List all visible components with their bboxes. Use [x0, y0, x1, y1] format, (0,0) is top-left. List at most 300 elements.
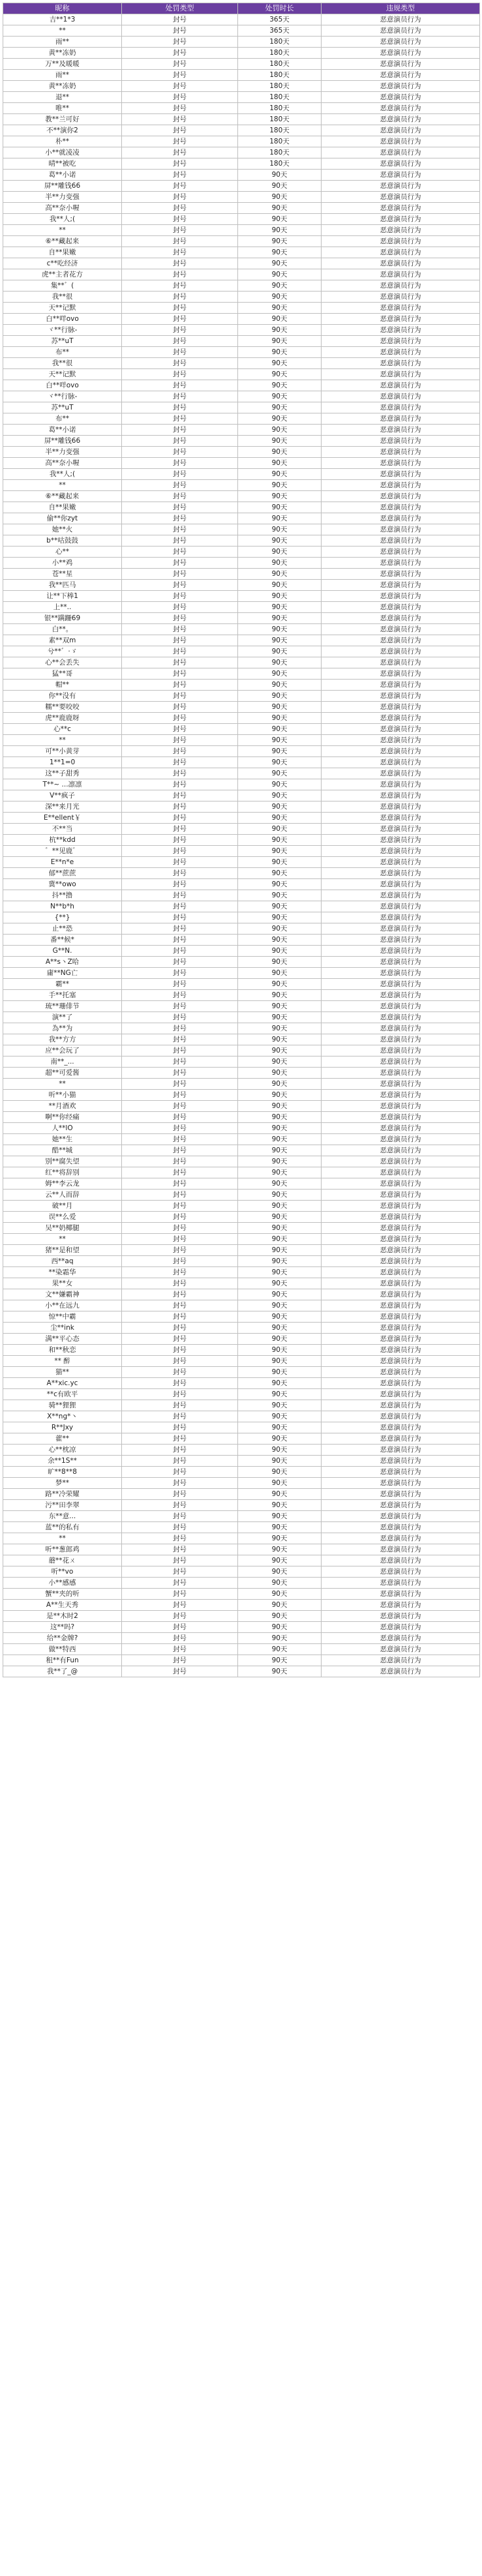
- cell-penalty-type: 封号: [122, 1489, 238, 1500]
- cell-nickname: 姆**李云龙: [3, 1178, 122, 1190]
- cell-penalty-duration: 90天: [238, 1234, 322, 1245]
- cell-penalty-duration: 90天: [238, 280, 322, 292]
- cell-nickname: 苏**uT: [3, 402, 122, 413]
- cell-nickname: 葛**小诺: [3, 170, 122, 181]
- cell-nickname: 应**会玩了: [3, 1045, 122, 1056]
- cell-violation-type: 恶意演员行为: [322, 1389, 480, 1400]
- cell-nickname: **月酒欢: [3, 1101, 122, 1112]
- cell-violation-type: 恶意演员行为: [322, 524, 480, 535]
- cell-penalty-duration: 90天: [238, 713, 322, 724]
- cell-penalty-duration: 90天: [238, 680, 322, 691]
- cell-nickname: ⑥**藏起来: [3, 491, 122, 502]
- cell-penalty-type: 封号: [122, 158, 238, 170]
- cell-penalty-duration: 90天: [238, 890, 322, 901]
- cell-penalty-duration: 90天: [238, 1123, 322, 1134]
- cell-violation-type: 恶意演员行为: [322, 879, 480, 890]
- table-row: [3, 1012, 480, 1023]
- cell-violation-type: 恶意演员行为: [322, 746, 480, 757]
- cell-violation-type: 恶意演员行为: [322, 236, 480, 247]
- cell-nickname: A**xic.yc: [3, 1378, 122, 1389]
- table-row: [3, 1178, 480, 1190]
- cell-nickname: 黄**冻奶: [3, 81, 122, 92]
- cell-violation-type: 恶意演员行为: [322, 103, 480, 114]
- cell-violation-type: 恶意演员行为: [322, 203, 480, 214]
- table-row: [3, 491, 480, 502]
- cell-penalty-duration: 180天: [238, 81, 322, 92]
- cell-violation-type: 恶意演员行为: [322, 280, 480, 292]
- cell-penalty-type: 封号: [122, 1223, 238, 1234]
- cell-penalty-type: 封号: [122, 724, 238, 735]
- cell-penalty-type: 封号: [122, 1112, 238, 1123]
- cell-penalty-type: 封号: [122, 1589, 238, 1600]
- cell-penalty-duration: 90天: [238, 1611, 322, 1622]
- cell-penalty-duration: 90天: [238, 591, 322, 602]
- cell-violation-type: 恶意演员行为: [322, 1467, 480, 1478]
- table-row: [3, 768, 480, 779]
- table-row: [3, 258, 480, 269]
- cell-nickname: 晴**被吃: [3, 158, 122, 170]
- cell-penalty-type: 封号: [122, 1367, 238, 1378]
- cell-nickname: 旷**8**8: [3, 1467, 122, 1478]
- table-row: [3, 1267, 480, 1278]
- cell-violation-type: 恶意演员行为: [322, 580, 480, 591]
- cell-penalty-duration: 90天: [238, 1411, 322, 1422]
- table-row: [3, 1433, 480, 1445]
- cell-nickname: ** 醉: [3, 1356, 122, 1367]
- cell-penalty-type: 封号: [122, 325, 238, 336]
- cell-nickname: 听**vo: [3, 1566, 122, 1578]
- cell-violation-type: 恶意演员行为: [322, 857, 480, 868]
- cell-penalty-type: 封号: [122, 1023, 238, 1034]
- cell-violation-type: 恶意演员行为: [322, 1655, 480, 1666]
- cell-violation-type: 恶意演员行为: [322, 1056, 480, 1068]
- table-row: [3, 1090, 480, 1101]
- cell-penalty-type: 封号: [122, 1101, 238, 1112]
- cell-violation-type: 恶意演员行为: [322, 1201, 480, 1212]
- cell-violation-type: 恶意演员行为: [322, 1378, 480, 1389]
- cell-violation-type: 恶意演员行为: [322, 14, 480, 25]
- cell-penalty-type: 封号: [122, 425, 238, 436]
- table-row: [3, 37, 480, 48]
- cell-violation-type: 恶意演员行为: [322, 1167, 480, 1178]
- cell-violation-type: 恶意演员行为: [322, 1400, 480, 1411]
- cell-penalty-type: 封号: [122, 25, 238, 37]
- table-row: [3, 1533, 480, 1544]
- table-row: [3, 1079, 480, 1090]
- table-row: [3, 813, 480, 824]
- cell-penalty-duration: 90天: [238, 702, 322, 713]
- table-row: [3, 158, 480, 170]
- cell-penalty-duration: 90天: [238, 846, 322, 857]
- table-row: [3, 857, 480, 868]
- cell-penalty-type: 封号: [122, 1644, 238, 1655]
- table-row: [3, 591, 480, 602]
- cell-penalty-type: 封号: [122, 813, 238, 824]
- cell-nickname: 琉**珊俳节: [3, 1001, 122, 1012]
- table-row: [3, 303, 480, 314]
- cell-nickname: A**生天秀: [3, 1600, 122, 1611]
- cell-violation-type: 恶意演员行为: [322, 890, 480, 901]
- cell-violation-type: 恶意演员行为: [322, 1411, 480, 1422]
- cell-violation-type: 恶意演员行为: [322, 846, 480, 857]
- cell-penalty-type: 封号: [122, 1411, 238, 1422]
- cell-penalty-duration: 90天: [238, 480, 322, 491]
- cell-violation-type: 恶意演员行为: [322, 225, 480, 236]
- cell-violation-type: 恶意演员行为: [322, 1544, 480, 1555]
- table-row: [3, 1666, 480, 1677]
- cell-penalty-type: 封号: [122, 1068, 238, 1079]
- cell-nickname: 万**及暖暖: [3, 59, 122, 70]
- cell-penalty-duration: 90天: [238, 990, 322, 1001]
- cell-penalty-duration: 90天: [238, 269, 322, 280]
- table-row: [3, 92, 480, 103]
- cell-nickname: 為**为: [3, 1023, 122, 1034]
- table-row: [3, 890, 480, 901]
- cell-penalty-type: 封号: [122, 1356, 238, 1367]
- cell-nickname: 帽**: [3, 680, 122, 691]
- cell-penalty-duration: 90天: [238, 413, 322, 425]
- cell-penalty-type: 封号: [122, 901, 238, 912]
- cell-penalty-type: 封号: [122, 569, 238, 580]
- table-row: [3, 103, 480, 114]
- table-row: [3, 580, 480, 591]
- cell-violation-type: 恶意演员行为: [322, 1500, 480, 1511]
- cell-penalty-type: 封号: [122, 779, 238, 790]
- cell-penalty-type: 封号: [122, 502, 238, 513]
- cell-violation-type: 恶意演员行为: [322, 624, 480, 635]
- table-row: [3, 524, 480, 535]
- cell-violation-type: 恶意演员行为: [322, 1478, 480, 1489]
- cell-violation-type: 恶意演员行为: [322, 513, 480, 524]
- cell-penalty-duration: 90天: [238, 912, 322, 923]
- cell-penalty-duration: 90天: [238, 1068, 322, 1079]
- cell-penalty-duration: 90天: [238, 1289, 322, 1300]
- table-row: [3, 203, 480, 214]
- cell-violation-type: 恶意演员行为: [322, 436, 480, 447]
- table-row: [3, 1278, 480, 1289]
- table-row: [3, 1644, 480, 1655]
- cell-nickname: 冀**owo: [3, 879, 122, 890]
- cell-penalty-duration: 90天: [238, 946, 322, 957]
- cell-penalty-duration: 90天: [238, 1001, 322, 1012]
- cell-penalty-type: 封号: [122, 713, 238, 724]
- table-row: [3, 1334, 480, 1345]
- cell-nickname: **: [3, 735, 122, 746]
- table-row: [3, 646, 480, 657]
- cell-violation-type: 恶意演员行为: [322, 1600, 480, 1611]
- cell-nickname: 尘**ink: [3, 1323, 122, 1334]
- table-row: [3, 425, 480, 436]
- cell-penalty-duration: 90天: [238, 1101, 322, 1112]
- cell-penalty-duration: 90天: [238, 1389, 322, 1400]
- cell-penalty-duration: 90天: [238, 1555, 322, 1566]
- cell-violation-type: 恶意演员行为: [322, 801, 480, 813]
- cell-penalty-type: 封号: [122, 59, 238, 70]
- table-row: [3, 624, 480, 635]
- cell-violation-type: 恶意演员行为: [322, 303, 480, 314]
- cell-penalty-type: 封号: [122, 391, 238, 402]
- table-row: [3, 1212, 480, 1223]
- table-row: [3, 1500, 480, 1511]
- cell-penalty-type: 封号: [122, 1300, 238, 1311]
- table-row: [3, 702, 480, 713]
- cell-nickname: 自**果嫩: [3, 502, 122, 513]
- cell-penalty-type: 封号: [122, 480, 238, 491]
- table-row: [3, 602, 480, 613]
- cell-penalty-duration: 90天: [238, 824, 322, 835]
- cell-penalty-type: 封号: [122, 1278, 238, 1289]
- cell-penalty-duration: 90天: [238, 358, 322, 369]
- cell-nickname: 是**木时2: [3, 1611, 122, 1622]
- cell-violation-type: 恶意演员行为: [322, 325, 480, 336]
- cell-nickname: 虎**鹿鹿呀: [3, 713, 122, 724]
- cell-penalty-type: 封号: [122, 136, 238, 147]
- table-row: [3, 1467, 480, 1478]
- cell-violation-type: 恶意演员行为: [322, 1644, 480, 1655]
- cell-nickname: 屏**雕钱66: [3, 181, 122, 192]
- cell-penalty-type: 封号: [122, 491, 238, 502]
- cell-penalty-type: 封号: [122, 935, 238, 946]
- table-row: [3, 979, 480, 990]
- cell-penalty-duration: 90天: [238, 214, 322, 225]
- penalty-list: [3, 3, 479, 1677]
- cell-penalty-type: 封号: [122, 547, 238, 558]
- cell-nickname: 余**1S**: [3, 1456, 122, 1467]
- table-row: [3, 724, 480, 735]
- cell-nickname: 听**小猫: [3, 1090, 122, 1101]
- cell-penalty-duration: 90天: [238, 547, 322, 558]
- cell-violation-type: 恶意演员行为: [322, 1300, 480, 1311]
- cell-penalty-duration: 90天: [238, 314, 322, 325]
- cell-nickname: 唯**: [3, 103, 122, 114]
- cell-penalty-duration: 90天: [238, 979, 322, 990]
- cell-nickname: 素**双m: [3, 635, 122, 646]
- cell-penalty-duration: 90天: [238, 768, 322, 779]
- cell-penalty-type: 封号: [122, 1090, 238, 1101]
- cell-violation-type: 恶意演员行为: [322, 391, 480, 402]
- cell-violation-type: 恶意演员行为: [322, 147, 480, 158]
- cell-violation-type: 恶意演员行为: [322, 613, 480, 624]
- cell-violation-type: 恶意演员行为: [322, 1012, 480, 1023]
- cell-violation-type: 恶意演员行为: [322, 968, 480, 979]
- cell-violation-type: 恶意演员行为: [322, 37, 480, 48]
- cell-penalty-duration: 180天: [238, 37, 322, 48]
- table-row: [3, 1655, 480, 1666]
- cell-nickname: 东**意...: [3, 1511, 122, 1522]
- cell-penalty-type: 封号: [122, 1334, 238, 1345]
- cell-penalty-type: 封号: [122, 1578, 238, 1589]
- table-row: [3, 1589, 480, 1600]
- cell-penalty-type: 封号: [122, 1666, 238, 1677]
- cell-penalty-type: 封号: [122, 181, 238, 192]
- cell-penalty-duration: 90天: [238, 1090, 322, 1101]
- cell-violation-type: 恶意演员行为: [322, 1079, 480, 1090]
- cell-nickname: 深**来月光: [3, 801, 122, 813]
- cell-nickname: 小**鸡: [3, 558, 122, 569]
- cell-penalty-duration: 90天: [238, 458, 322, 469]
- cell-penalty-duration: 90天: [238, 1190, 322, 1201]
- cell-nickname: 我**匹马: [3, 580, 122, 591]
- cell-nickname: G**N.: [3, 946, 122, 957]
- cell-penalty-type: 封号: [122, 979, 238, 990]
- cell-penalty-duration: 90天: [238, 1201, 322, 1212]
- cell-violation-type: 恶意演员行为: [322, 1145, 480, 1156]
- cell-penalty-duration: 90天: [238, 303, 322, 314]
- cell-violation-type: 恶意演员行为: [322, 413, 480, 425]
- cell-nickname: 天**记默: [3, 369, 122, 380]
- table-row: [3, 214, 480, 225]
- cell-penalty-type: 封号: [122, 1034, 238, 1045]
- cell-violation-type: 恶意演员行为: [322, 668, 480, 680]
- table-row: [3, 713, 480, 724]
- cell-penalty-type: 封号: [122, 1478, 238, 1489]
- cell-violation-type: 恶意演员行为: [322, 1023, 480, 1034]
- cell-violation-type: 恶意演员行为: [322, 81, 480, 92]
- cell-violation-type: 恶意演员行为: [322, 1223, 480, 1234]
- table-row: [3, 170, 480, 181]
- cell-violation-type: 恶意演员行为: [322, 724, 480, 735]
- table-row: [3, 269, 480, 280]
- cell-nickname: ⑥**藏起来: [3, 236, 122, 247]
- cell-penalty-duration: 90天: [238, 935, 322, 946]
- table-row: [3, 436, 480, 447]
- table-row: [3, 1034, 480, 1045]
- cell-violation-type: 恶意演员行为: [322, 1578, 480, 1589]
- cell-nickname: 破**月: [3, 1201, 122, 1212]
- cell-violation-type: 恶意演员行为: [322, 1533, 480, 1544]
- cell-nickname: 让**下棒1: [3, 591, 122, 602]
- cell-penalty-type: 封号: [122, 1445, 238, 1456]
- table-row: [3, 946, 480, 957]
- cell-violation-type: 恶意演员行为: [322, 1068, 480, 1079]
- table-row: [3, 1068, 480, 1079]
- table-row: [3, 347, 480, 358]
- table-body: [3, 14, 480, 1677]
- cell-nickname: 我**了_@: [3, 1666, 122, 1677]
- table-row: [3, 868, 480, 879]
- cell-violation-type: 恶意演员行为: [322, 735, 480, 746]
- cell-penalty-type: 封号: [122, 92, 238, 103]
- cell-penalty-type: 封号: [122, 303, 238, 314]
- table-row: [3, 935, 480, 946]
- cell-penalty-type: 封号: [122, 1056, 238, 1068]
- cell-nickname: 超**可爱酱: [3, 1068, 122, 1079]
- cell-penalty-type: 封号: [122, 990, 238, 1001]
- cell-nickname: 半**力变强: [3, 447, 122, 458]
- cell-violation-type: 恶意演员行为: [322, 835, 480, 846]
- cell-penalty-duration: 90天: [238, 1533, 322, 1544]
- cell-penalty-type: 封号: [122, 602, 238, 613]
- cell-nickname: 高**奈小喔: [3, 458, 122, 469]
- cell-penalty-duration: 90天: [238, 236, 322, 247]
- cell-penalty-duration: 90天: [238, 436, 322, 447]
- cell-nickname: **: [3, 1234, 122, 1245]
- cell-violation-type: 恶意演员行为: [322, 713, 480, 724]
- cell-violation-type: 恶意演员行为: [322, 1245, 480, 1256]
- table-row: [3, 336, 480, 347]
- cell-violation-type: 恶意演员行为: [322, 380, 480, 391]
- cell-penalty-type: 封号: [122, 114, 238, 125]
- table-row: [3, 513, 480, 524]
- cell-violation-type: 恶意演员行为: [322, 1212, 480, 1223]
- cell-penalty-duration: 90天: [238, 923, 322, 935]
- cell-nickname: 朴**: [3, 136, 122, 147]
- table-row: [3, 1145, 480, 1156]
- table-row: [3, 225, 480, 236]
- cell-penalty-type: 封号: [122, 336, 238, 347]
- cell-nickname: 手**托塞: [3, 990, 122, 1001]
- table-row: [3, 957, 480, 968]
- cell-penalty-duration: 90天: [238, 225, 322, 236]
- cell-penalty-duration: 90天: [238, 1345, 322, 1356]
- cell-violation-type: 恶意演员行为: [322, 591, 480, 602]
- cell-nickname: {**}: [3, 912, 122, 923]
- cell-penalty-type: 封号: [122, 923, 238, 935]
- table-row: [3, 1400, 480, 1411]
- cell-nickname: 听**葱郎鸡: [3, 1544, 122, 1555]
- cell-violation-type: 恶意演员行为: [322, 136, 480, 147]
- cell-nickname: c**吃经济: [3, 258, 122, 269]
- cell-penalty-duration: 90天: [238, 380, 322, 391]
- cell-nickname: 抖**撸: [3, 890, 122, 901]
- table-row: [3, 613, 480, 624]
- table-row: [3, 48, 480, 59]
- cell-violation-type: 恶意演员行为: [322, 1611, 480, 1622]
- cell-violation-type: 恶意演员行为: [322, 1112, 480, 1123]
- cell-penalty-type: 封号: [122, 968, 238, 979]
- table-header: [3, 3, 480, 14]
- cell-penalty-duration: 90天: [238, 558, 322, 569]
- cell-penalty-duration: 90天: [238, 247, 322, 258]
- cell-penalty-duration: 90天: [238, 336, 322, 347]
- cell-violation-type: 恶意演员行为: [322, 935, 480, 946]
- cell-penalty-type: 封号: [122, 790, 238, 801]
- cell-violation-type: 恶意演员行为: [322, 258, 480, 269]
- cell-violation-type: 恶意演员行为: [322, 59, 480, 70]
- cell-violation-type: 恶意演员行为: [322, 602, 480, 613]
- table-row: [3, 1245, 480, 1256]
- cell-penalty-duration: 90天: [238, 181, 322, 192]
- cell-penalty-type: 封号: [122, 269, 238, 280]
- table-row: [3, 1323, 480, 1334]
- table-row: [3, 1300, 480, 1311]
- table-row: [3, 790, 480, 801]
- cell-penalty-duration: 90天: [238, 1655, 322, 1666]
- cell-penalty-type: 封号: [122, 1566, 238, 1578]
- cell-nickname: 银**蹒跚69: [3, 613, 122, 624]
- cell-penalty-type: 封号: [122, 147, 238, 158]
- cell-violation-type: 恶意演员行为: [322, 768, 480, 779]
- cell-penalty-duration: 180天: [238, 59, 322, 70]
- cell-penalty-duration: 90天: [238, 1079, 322, 1090]
- cell-nickname: 我**很: [3, 292, 122, 303]
- cell-nickname: 小**在远九: [3, 1300, 122, 1311]
- cell-nickname: 我**方方: [3, 1034, 122, 1045]
- table-row: [3, 691, 480, 702]
- cell-penalty-duration: 90天: [238, 325, 322, 336]
- table-row: [3, 1256, 480, 1267]
- cell-penalty-duration: 90天: [238, 1356, 322, 1367]
- cell-violation-type: 恶意演员行为: [322, 1045, 480, 1056]
- cell-penalty-duration: 90天: [238, 1156, 322, 1167]
- cell-violation-type: 恶意演员行为: [322, 1356, 480, 1367]
- table-row: [3, 1345, 480, 1356]
- cell-penalty-type: 封号: [122, 314, 238, 325]
- cell-violation-type: 恶意演员行为: [322, 1001, 480, 1012]
- table-row: [3, 402, 480, 413]
- cell-penalty-type: 封号: [122, 14, 238, 25]
- table-row: [3, 1445, 480, 1456]
